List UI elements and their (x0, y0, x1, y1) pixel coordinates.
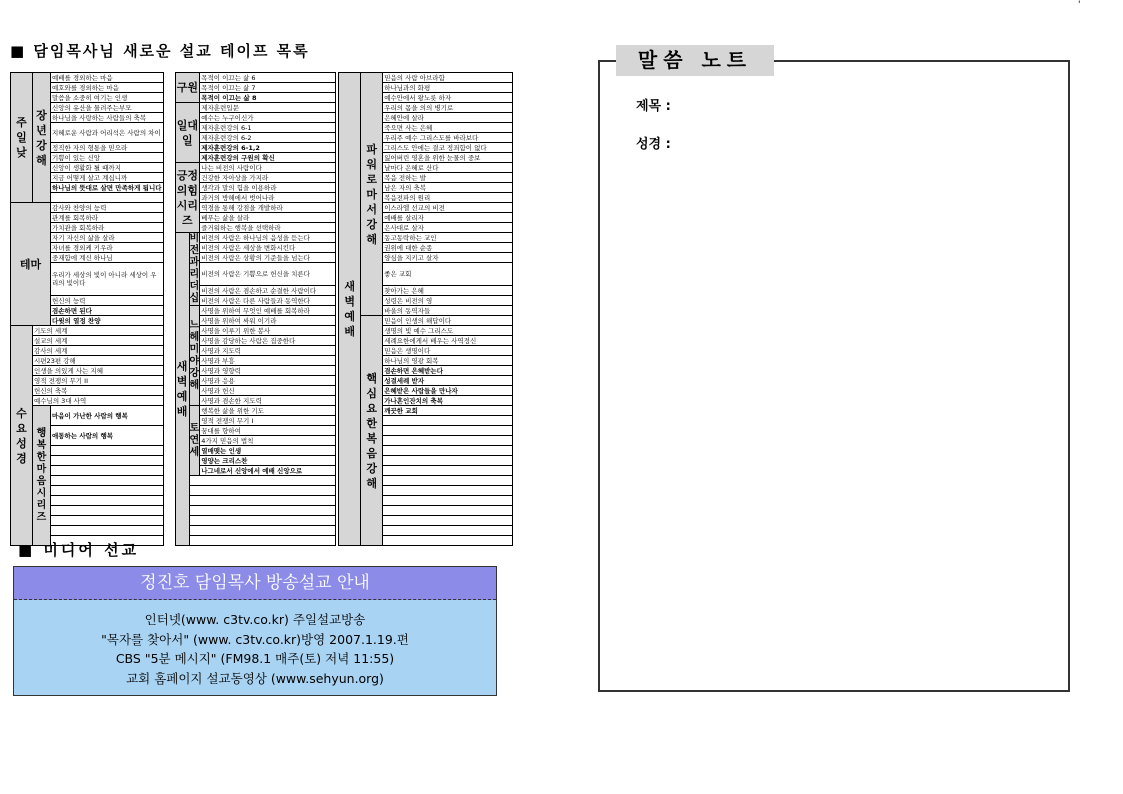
sermon-title-cell (51, 476, 164, 486)
sermon-title-cell: 세례요한에게서 배우는 사역정신 (383, 336, 513, 346)
sermon-title-cell (51, 516, 164, 526)
sermon-title-cell (51, 446, 164, 456)
sermon-title-cell: 하나님을 사랑하는 사람들의 축복 (51, 113, 164, 123)
sermon-title-cell: 자녀를 경외케 키우라 (51, 243, 164, 253)
sermon-title-cell: 은혜안에 살라 (383, 113, 513, 123)
subcategory-power-romans: 파워로마서강해 (361, 73, 383, 316)
sermon-title-cell (383, 496, 513, 506)
sermon-title-cell: 자기 자신의 삶을 살라 (51, 233, 164, 243)
sermon-title-cell (51, 496, 164, 506)
sermon-title-cell: 나그네로서 신앙에서 예배 신앙으로 (200, 466, 336, 476)
sermon-title-cell: 다윗의 열정 찬양 (51, 316, 164, 326)
sermon-title-cell: 죽으면 사는 은혜 (383, 123, 513, 133)
sermon-title-cell: 사명을 위하여 싸워 이기라 (200, 316, 336, 326)
sermon-title-cell: 설교의 세계 (33, 336, 164, 346)
category-salvation: 구원 (175, 73, 200, 103)
sermon-title-cell: 애통하는 사람의 행복 (51, 426, 164, 446)
sermon-title-cell (383, 416, 513, 426)
subcategory-vision-leadership: 비전과리더십 (189, 233, 200, 304)
sermon-title-cell: 예배를 경외하는 마음 (51, 73, 164, 83)
sermon-title-cell (51, 486, 164, 496)
sermon-title-cell: 즐거워하는 행복을 선택하라 (200, 223, 336, 233)
note-scripture-label: 성경 : (636, 137, 671, 152)
sermon-title-cell (383, 476, 513, 486)
broadcast-notice (13, 566, 497, 696)
sermon-title-cell: 감사와 찬양의 능력 (51, 203, 164, 213)
sermon-title-cell: 생명의 빛 예수 그리스도 (383, 326, 513, 336)
sermon-title-cell: 베푸는 삶을 살라 (200, 213, 336, 223)
sermon-title-cell: 감사의 세계 (33, 346, 164, 356)
sermon-title-cell: 겸손하면 은혜받는다 (383, 366, 513, 376)
sermon-title-cell: 영양는 크리스찬 (200, 456, 336, 466)
sermon-title-cell: 예호와를 경외하는 마음 (51, 83, 164, 93)
subcategory-saturday: 토연세 (189, 406, 200, 476)
sermon-title-cell: 은혜받은 사람들을 만나자 (383, 386, 513, 396)
sermon-note-box (598, 60, 1070, 692)
sermon-title-cell: 사명을 이루기 위한 봉사 (200, 326, 336, 336)
category-sunday: 주일낮 (11, 73, 33, 203)
sermon-title-cell: 믿음은 생명이다 (383, 346, 513, 356)
sermon-title-cell: 꿈대를 향하여 (200, 426, 336, 436)
note-subject-label: 제목 : (636, 99, 671, 114)
subcategory-nehemiah: 느헤미야강해 (189, 306, 200, 406)
sermon-title-cell: 목적이 이끄는 삶 8 (200, 93, 336, 103)
broadcast-notice-title: 정진호 담임목사 방송설교 안내 (14, 567, 496, 600)
sermon-title-cell: 비전의 사람은 기쁨으로 헌신을 치른다 (200, 263, 336, 286)
sermon-title-cell: 행복한 삶을 위한 기도 (200, 406, 336, 416)
sermon-title-cell: 복음전파의 원리 (383, 193, 513, 203)
sermon-title-cell: 제자훈련강의 6-1 (200, 123, 336, 133)
sermon-title-cell: 사명과 부흥 (200, 356, 336, 366)
sermon-title-cell: 바울의 동역자들 (383, 306, 513, 316)
sermon-title-cell: 제자훈련입문 (200, 103, 336, 113)
sermon-title-cell (189, 516, 336, 526)
sermon-title-cell: 헌신의 축복 (33, 386, 164, 396)
sermon-title-cell: 사명과 헌신 (200, 386, 336, 396)
sermon-title-cell: 가나혼인잔치의 축복 (383, 396, 513, 406)
sermon-title-cell: 잃어버린 영혼을 위한 눈물의 중보 (383, 153, 513, 163)
sermon-title-cell: 말씀을 소중히 여기는 인생 (51, 93, 164, 103)
sermon-title-cell: 권위에 대한 순종 (383, 243, 513, 253)
sermon-title-cell: 비전의 사람은 다른 사람들과 동역한다 (200, 296, 336, 306)
sermon-title-cell: 우리의 몸을 의의 병기로 (383, 103, 513, 113)
sermon-title-cell: 성령은 비전의 영 (383, 296, 513, 306)
sermon-title-cell: 비전의 사람은 겸손하고 순결한 사람이다 (200, 286, 336, 296)
sermon-title-cell: 제자훈련강의 6-1,2 (200, 143, 336, 153)
sermon-tape-table (10, 72, 513, 546)
sermon-title-cell (383, 486, 513, 496)
sermon-title-cell: 제자훈련강의 구원의 확신 (200, 153, 336, 163)
sermon-title-cell: 비전의 사람은 하나님의 음성을 듣는다 (200, 233, 336, 243)
sermon-title-cell (383, 526, 513, 536)
sermon-title-cell: 사명과 지도력 (200, 346, 336, 356)
sermon-title-cell: 예수님의 3대 사역 (33, 396, 164, 406)
sermon-title-cell: 하나님과의 화평 (383, 83, 513, 93)
sermon-title-cell: 성결세례 받자 (383, 376, 513, 386)
sermon-title-cell: 가치관을 회복하라 (51, 223, 164, 233)
sermon-title-cell: 동고동락하는 교인 (383, 233, 513, 243)
sermon-title-cell: 목적이 이끄는 삶 7 (200, 83, 336, 93)
broadcast-line: CBS "5분 메시지" (FM98.1 매주(토) 저녁 11:55) (115, 651, 395, 666)
sermon-title-cell: 사명과 영향력 (200, 366, 336, 376)
sermon-title-cell (189, 496, 336, 506)
sermon-title-cell: 예배를 살리자 (383, 213, 513, 223)
sermon-title-cell (383, 516, 513, 526)
sermon-title-cell: 비전의 사람은 상황의 기준들을 넘는다 (200, 253, 336, 263)
subcategory-core-john: 핵심요한복음강해 (361, 316, 383, 546)
sermon-title-cell (189, 526, 336, 536)
sermon-title-cell: 비전의 사람은 세상을 변화시킨다 (200, 243, 336, 253)
sermon-title-cell (189, 486, 336, 496)
column-gap (163, 73, 175, 546)
sermon-title-cell: 하나님의 뜻대로 살면 만족하게 됩니다 (52, 183, 162, 192)
category-power-of-positive: 긍정의힘시리즈 (175, 163, 200, 233)
category-theme: 테마 (11, 203, 51, 326)
sermon-title-cell: 사명을 감당하는 사람은 집중한다 (200, 336, 336, 346)
sermon-title-cell: 이스라엘 선교의 비전 (383, 203, 513, 213)
sermon-title-cell (383, 446, 513, 456)
sermon-title-cell: 지혜로운 사람과 어리석은 사람의 차이 (51, 123, 164, 143)
sermon-title-cell (383, 456, 513, 466)
sermon-title-cell: 믿음의 사람 아브라함 (383, 73, 513, 83)
sermon-title-cell (189, 476, 336, 486)
sermon-title-cell: 양심을 지키고 살자 (383, 253, 513, 263)
sermon-title-cell: 믿음이 인생의 해답이다 (383, 316, 513, 326)
sermon-title-cell: 깨끗한 교회 (383, 406, 513, 416)
sermon-title-cell: 나는 비전의 사람이다 (200, 163, 336, 173)
sermon-title-cell: 신앙의 유산을 물려주는부모 (51, 103, 164, 113)
sermon-title-cell (383, 466, 513, 476)
sermon-title-cell: 신앙이 생활화 될 때까지 (51, 163, 164, 173)
sermon-title-cell (51, 466, 164, 476)
sermon-title-cell (189, 536, 336, 546)
sermon-title-cell: 우리주 예수 그리스도를 바라보다 (383, 133, 513, 143)
corner-mark: ' (1078, 0, 1081, 10)
sermon-title-cell (383, 506, 513, 516)
sermon-title-cell (189, 506, 336, 516)
sermon-title-cell: 건강한 자아상을 가지라 (200, 173, 336, 183)
sermon-title-cell: 과거의 방해에서 벗어나라 (200, 193, 336, 203)
sermon-title-cell: 영적 전쟁의 무기 II (33, 376, 164, 386)
sermon-title-cell: 열매맺는 인생 (200, 446, 336, 456)
sermon-title-cell: 우리가 세상의 빛이 아니라 세상이 우리의 빛이다 (51, 263, 164, 296)
sermon-title-cell: 기도의 세계 (33, 326, 164, 336)
sermon-title-cell: 예수는 누구이신가 (200, 113, 336, 123)
media-section-title: ■ 미디어 선교 (18, 541, 140, 559)
sermon-title-cell: 남은 자의 축복 (383, 183, 513, 193)
category-dawn-service-2: 새벽예배 (339, 73, 361, 546)
sermon-title-cell: 생각과 말의 힘을 이용하라 (200, 183, 336, 193)
sermon-title-cell: 4가지 믿음의 법칙 (200, 436, 336, 446)
broadcast-line: 인터넷(www. c3tv.co.kr) 주일설교방송 (144, 612, 366, 627)
sermon-title-cell: 역경을 통해 강점을 개발하라 (200, 203, 336, 213)
sermon-title-cell: 제자훈련강의 6-2 (200, 133, 336, 143)
broadcast-line: 교회 홈페이지 설교동영상 (www.sehyun.org) (126, 670, 384, 686)
subcategory-senior-exposition: 장년강해 (33, 73, 51, 203)
sermon-title-cell: 은사대로 살자 (383, 223, 513, 233)
category-dawn-service: 새벽예배 (175, 233, 189, 546)
sermon-title-cell: 기쁨이 있는 신앙 (51, 153, 164, 163)
sermon-title-cell (51, 526, 164, 536)
sermon-title-cell (51, 456, 164, 466)
category-one-to-one: 일대일 (175, 103, 200, 163)
sermon-title-cell: 인생을 의있게 사는 지혜 (33, 366, 164, 376)
sermon-title-cell (383, 426, 513, 436)
sermon-title-cell (383, 536, 513, 546)
sermon-title-cell: 헌신의 능력 (51, 296, 164, 306)
sermon-title-cell: 예수안에서 왕노릇 하자 (383, 93, 513, 103)
sermon-title-cell: 그리스도 안에는 결코 정죄함이 없다 (383, 143, 513, 153)
subcategory-happy-heart: 행복한마음시리즈 (33, 406, 51, 546)
sermon-title-cell (51, 506, 164, 516)
category-wednesday: 수요성경 (11, 326, 33, 546)
sermon-title-cell: 목적이 이끄는 삶 6 (200, 73, 336, 83)
sermon-title-cell: 좋은 교회 (383, 263, 513, 286)
sermon-title-cell: 시편23편 강해 (33, 356, 164, 366)
sermon-title-cell: 사명을 위하여 무엇인 예배를 회복하라 (200, 306, 336, 316)
sermon-title-cell (383, 436, 513, 446)
sermon-title-cell: 날마다 은혜로 산다 (383, 163, 513, 173)
sermon-note-title: 말씀 노트 (616, 45, 774, 76)
sermon-title-cell: 지금 어떻게 살고 계십니까 (51, 173, 164, 183)
sermon-title-cell: 사명과 겸손한 지도력 (200, 396, 336, 406)
sermon-title-cell: 겸손하면 된다 (51, 306, 164, 316)
sermon-title-cell: 중재함에 계신 하나님 (51, 253, 164, 263)
sermon-title-cell: 찾아가는 은혜 (383, 286, 513, 296)
broadcast-line: "목자를 찾아서" (www. c3tv.co.kr)방영 2007.1.19.편 (101, 631, 409, 647)
sermon-title-cell: 정직한 자의 형통을 믿으라 (51, 143, 164, 153)
sermon-title-cell: 사명과 응용 (200, 376, 336, 386)
sermon-title-cell: 관계를 회복하라 (51, 213, 164, 223)
sermon-title-cell: 복음 전하는 발 (383, 173, 513, 183)
sermon-title-cell: 하나님의 영광 회복 (383, 356, 513, 366)
list-title: ■ 담임목사님 새로운 설교 테이프 목록 (10, 42, 310, 60)
sermon-title-cell: 영적 전쟁의 무기 I (200, 416, 336, 426)
sermon-title-cell (51, 193, 164, 203)
sermon-title-cell: 마음이 가난한 사람의 행복 (51, 406, 164, 426)
